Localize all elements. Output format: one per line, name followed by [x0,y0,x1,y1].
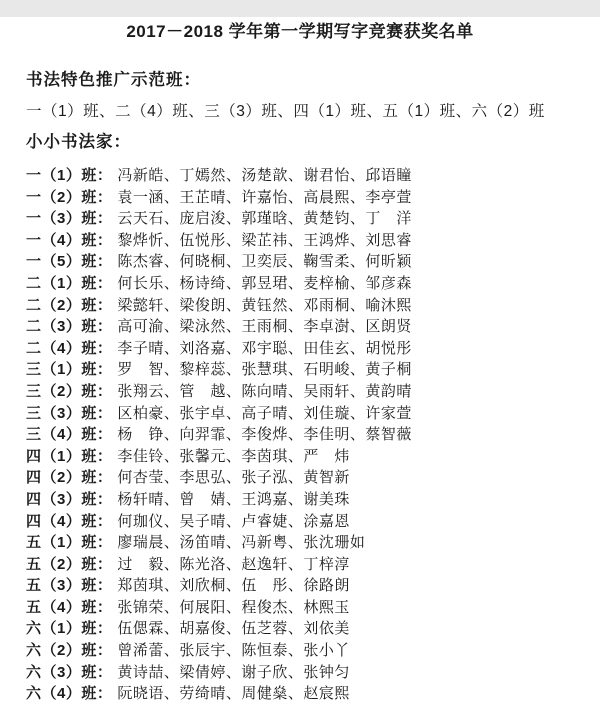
student-names: 张翔云、管 越、陈向晴、吴雨轩、黄韵晴 [117,382,412,400]
student-names: 云天石、庞启浚、郭瑾晗、黄楚钧、丁 洋 [117,210,412,228]
class-label: 五（3）班： [26,577,113,595]
award-row [26,640,574,662]
class-label: 六（2）班： [26,642,113,660]
class-label: 六（3）班： [26,663,113,681]
document-page [0,17,600,710]
student-names: 袁一涵、王芷晴、许嘉怡、高晨熙、李亭萱 [117,188,412,206]
student-names: 何珈仪、吴子晴、卢睿婕、涂嘉恩 [117,512,350,530]
student-names: 郑茵琪、刘欣桐、伍 彤、徐路朗 [117,577,350,595]
class-label: 三（2）班： [26,382,113,400]
student-names: 伍偲霖、胡嘉俊、伍芝蓉、刘依美 [117,620,350,638]
student-names: 张锦荣、何展阳、程俊杰、林熙玉 [117,598,350,616]
class-label: 二（2）班： [26,296,113,314]
class-label: 六（1）班： [26,620,113,638]
student-names: 黎烨忻、伍悦彤、梁芷祎、王鸿烨、刘思睿 [117,231,412,249]
student-names: 陈杰睿、何晓桐、卫奕辰、鞠雪柔、何昕颖 [117,253,412,271]
class-label: 四（4）班： [26,512,113,530]
award-row [26,230,574,252]
award-row [26,208,574,230]
award-row [26,446,574,468]
page-title: 2017－2018 学年第一学期写字竞赛获奖名单 [126,22,474,41]
class-label: 五（4）班： [26,598,113,616]
class-label: 一（5）班： [26,253,113,271]
award-row [26,251,574,273]
class-label: 五（2）班： [26,555,113,573]
class-label: 三（3）班： [26,404,113,422]
award-row [26,187,574,209]
award-list [26,165,574,705]
student-names: 何杏莹、李思弘、张子泓、黄智新 [117,469,350,487]
award-row [26,295,574,317]
class-label: 二（1）班： [26,274,113,292]
class-label: 二（3）班： [26,318,113,336]
demo-classes-heading: 书法特色推广示范班： [26,71,201,89]
award-row [26,575,574,597]
class-label: 一（2）班： [26,188,113,206]
student-names: 黄诗喆、梁倩婷、谢子欣、张钟匀 [117,663,350,681]
student-names: 罗 智、黎梓蕊、张慧琪、石明峻、黄子桐 [117,361,412,379]
class-label: 五（1）班： [26,534,113,552]
award-row [26,165,574,187]
class-label: 二（4）班： [26,339,113,357]
award-row [26,683,574,705]
class-label: 一（1）班： [26,167,113,184]
award-row [26,532,574,554]
award-row [26,403,574,425]
student-names: 区柏豪、张宇卓、高子晴、刘佳璇、许家萱 [117,404,412,422]
class-label: 四（3）班： [26,490,113,508]
award-row [26,618,574,640]
student-names: 李子晴、刘洛嘉、邓宇聪、田佳玄、胡悦彤 [117,339,412,357]
student-names: 杨 铮、向羿霏、李俊烨、李佳明、蔡智薇 [117,426,412,444]
award-row [26,662,574,684]
student-names: 廖瑞晨、汤笛晴、冯新粤、张沈珊如 [117,534,366,552]
award-row [26,338,574,360]
class-label: 一（4）班： [26,231,113,249]
class-label: 四（1）班： [26,447,113,465]
class-label: 六（4）班： [26,685,113,703]
calligraphers-heading: 小小书法家： [26,133,131,151]
student-names: 杨轩晴、曾 婧、王鸿嘉、谢美珠 [117,490,350,508]
award-row [26,424,574,446]
award-row [26,511,574,533]
class-label: 一（3）班： [26,210,113,228]
class-label: 三（4）班： [26,426,113,444]
student-names: 阮晓语、劳绮晴、周健燊、赵宸熙 [117,685,350,703]
student-names: 过 毅、陈光洛、赵逸轩、丁梓淳 [117,555,350,573]
student-names: 梁懿轩、梁俊朗、黄钰然、邓雨桐、喻沐熙 [117,296,412,314]
student-names: 冯新皓、丁嫣然、汤楚歆、谢君怡、邱语瞳 [117,167,412,184]
student-names: 曾浠蕾、张辰宇、陈恒泰、张小丫 [117,642,350,660]
award-row [26,554,574,576]
student-names: 何长乐、杨诗绮、郭昱珺、麦梓榆、邹彦森 [117,274,412,292]
award-row [26,597,574,619]
award-row [26,489,574,511]
demo-classes-list: 一（1）班、二（4）班、三（3）班、四（1）班、五（1）班、六（2）班 [26,103,545,120]
award-row [26,381,574,403]
award-row [26,359,574,381]
class-label: 三（1）班： [26,361,113,379]
student-names: 高可渝、梁泳然、王雨桐、李卓澍、区朗贤 [117,318,412,336]
award-row [26,467,574,489]
class-label: 四（2）班： [26,469,113,487]
award-row [26,316,574,338]
student-names: 李佳铃、张馨元、李茵琪、严 炜 [117,447,350,465]
award-row [26,273,574,295]
